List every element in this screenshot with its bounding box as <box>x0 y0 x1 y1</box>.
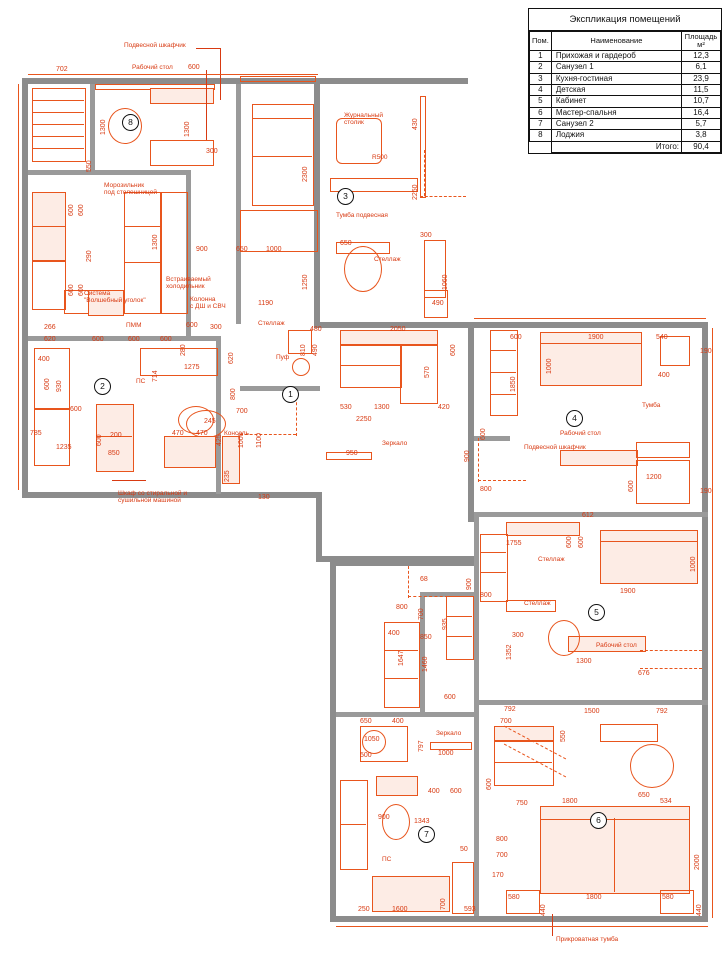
dim-300-off: 300 <box>512 632 524 639</box>
dim-425: 425 <box>216 434 223 446</box>
room-marker-1: 1 <box>282 386 299 403</box>
dim-440b: 440 <box>696 904 703 916</box>
dim-900-ch: 900 <box>464 450 471 462</box>
dim-600-bath: 600 <box>44 378 51 390</box>
legend-header-name: Наименование <box>551 32 681 51</box>
annotation-shelf-hall: Стеллаж <box>258 320 285 327</box>
child-wardrobe-l2 <box>490 372 516 373</box>
dim-900-corr: 900 <box>466 578 473 590</box>
legend-total-row <box>530 141 721 152</box>
dim-1250: 1250 <box>302 274 309 290</box>
accent-right-top <box>474 318 706 319</box>
annotation-shelf-off2: Стеллаж <box>524 600 551 607</box>
kitchen-upper-cab <box>160 192 188 314</box>
partition-hall-bath <box>28 336 220 341</box>
accent-left <box>18 84 19 490</box>
loggia-cabinet <box>150 88 214 104</box>
kitchen-window-right <box>420 96 426 198</box>
dim-700-m: 700 <box>500 718 512 725</box>
column-line2 <box>124 262 160 263</box>
dim-1050: 1050 <box>364 736 380 743</box>
annotation-mirror-1: Зеркало <box>382 440 408 447</box>
corr-closet-l2 <box>384 678 418 679</box>
office-bed-head <box>600 530 698 542</box>
annotation-magic-corner: Система "Волшебный уголок" <box>84 290 146 305</box>
child-upper-cab <box>636 442 690 458</box>
dim-1647: 1647 <box>398 650 405 666</box>
dim-600-loggia: 600 <box>188 64 200 71</box>
corr-ward-l2 <box>446 636 472 637</box>
legend-title: Экспликация помещений <box>529 9 721 31</box>
dim-700-b2: 700 <box>440 898 447 910</box>
door-swing-kitchen-v <box>424 150 425 196</box>
corr-ward-l1 <box>446 616 472 617</box>
dim-850-corr: 850 <box>420 634 432 641</box>
dim-2300: 2300 <box>302 166 309 182</box>
dim-600-off: 600 <box>566 536 573 548</box>
annotation-tv-unit: Тумба подвесная <box>336 212 388 219</box>
annotation-desk-1: Рабочий стол <box>132 64 173 71</box>
dim-1300-k: 1300 <box>152 234 159 250</box>
dim-1275: 1275 <box>184 364 200 371</box>
annotation-washer: Шкаф со стиральной и сушильной машиной <box>118 490 187 505</box>
wall-left-upper <box>22 78 28 498</box>
accent-right <box>712 328 713 918</box>
dim-1100: 1100 <box>256 432 263 448</box>
bath2-cab <box>376 776 418 796</box>
child-wardrobe <box>490 330 518 416</box>
bath2-tub <box>372 876 450 912</box>
dim-600-k2: 600 <box>78 204 85 216</box>
wall-right-upper <box>468 322 708 328</box>
dim-600-k4: 600 <box>78 284 85 296</box>
dim-430: 430 <box>412 118 419 130</box>
dim-600-bath3: 600 <box>96 434 103 446</box>
partition-corridor-top <box>240 386 320 391</box>
dim-1800-m: 1800 <box>562 798 578 805</box>
dim-530: 530 <box>340 404 352 411</box>
dim-900-kitchen: 900 <box>196 246 208 253</box>
sofa-line1 <box>252 118 312 119</box>
toilet-2 <box>382 804 410 840</box>
dim-702: 702 <box>56 66 68 73</box>
cooktop <box>32 226 66 262</box>
dim-800-ch: 800 <box>480 486 492 493</box>
annotation-freezer: Морозильник под столешницей <box>104 182 157 197</box>
room-marker-8: 8 <box>122 114 139 131</box>
dim-400-b2: 400 <box>392 718 404 725</box>
bath2-mirror <box>430 742 472 750</box>
dim-620-v: 620 <box>228 352 235 364</box>
office-shelf-top <box>506 522 580 536</box>
child-shelf <box>636 460 690 504</box>
table-row: 7 Санузел 2 5,7 <box>530 119 721 130</box>
dim-245: 245 <box>204 418 216 425</box>
dim-1235: 1235 <box>56 444 72 451</box>
child-wardrobe-l3 <box>490 394 516 395</box>
dim-290: 290 <box>86 250 93 262</box>
annotation-column: Колонна с ДШ и СВЧ <box>190 296 226 311</box>
partition-kitchen-left <box>236 84 241 324</box>
legend-panel <box>528 8 722 154</box>
dim-620: 620 <box>44 336 56 343</box>
dim-1755: 1755 <box>506 540 522 547</box>
bath1-wall-unit <box>164 436 216 468</box>
dim-650-b2: 650 <box>360 718 372 725</box>
dim-1200: 1200 <box>646 474 662 481</box>
leader-washer <box>112 480 146 481</box>
dim-600-k3: 600 <box>68 284 75 296</box>
puf <box>292 358 310 376</box>
column-line1 <box>124 226 160 227</box>
annotation-ps-1: ПС <box>136 378 146 385</box>
office-ward-l1 <box>480 552 506 553</box>
dim-600-b3: 600 <box>160 336 172 343</box>
partition-bath2-mid <box>336 712 476 717</box>
office-dash-2 <box>640 668 702 669</box>
dim-470b: 470 <box>196 430 208 437</box>
dim-1500: 1500 <box>584 708 600 715</box>
master-closet-l <box>494 762 552 763</box>
dim-650-kitchen: 650 <box>340 240 352 247</box>
dim-190-a: 190 <box>700 348 712 355</box>
annotation-desk-off: Рабочий стол <box>596 642 637 649</box>
child-door-arc-v <box>478 438 479 482</box>
bath1-counter <box>34 408 70 466</box>
dim-600-ch: 600 <box>510 334 522 341</box>
annotation-mirror-2: Зеркало <box>436 730 462 737</box>
dim-600-b4: 600 <box>186 322 198 329</box>
dim-300-b: 300 <box>210 324 222 331</box>
dim-68: 68 <box>420 576 428 583</box>
dim-2000-m: 2000 <box>694 854 701 870</box>
dim-540: 540 <box>656 334 668 341</box>
dim-1000-off: 1000 <box>690 556 697 572</box>
dim-1300b: 1300 <box>184 121 191 137</box>
dim-400-b: 400 <box>38 356 50 363</box>
dim-470a: 470 <box>172 430 184 437</box>
dim-1000-kitchen: 1000 <box>266 246 282 253</box>
dim-266: 266 <box>44 324 56 331</box>
loggia-shelf-line5 <box>32 148 84 149</box>
dim-600-corr: 600 <box>444 694 456 701</box>
room-marker-2: 2 <box>94 378 111 395</box>
annotation-wall-cabinet-1: Подвесной шкафчик <box>124 42 186 49</box>
annotation-shelf-off1: Стеллаж <box>538 556 565 563</box>
dim-200: 200 <box>110 432 122 439</box>
partition-office-bottom <box>474 700 708 705</box>
dim-1190: 1190 <box>258 300 274 307</box>
wall-kitchen-right <box>314 78 320 328</box>
dim-420: 420 <box>438 404 450 411</box>
table-row: 1 Прихожая и гардероб 12,3 <box>530 50 721 61</box>
dim-570: 570 <box>424 366 431 378</box>
annotation-bedside: Прикроватная тумба <box>556 936 619 943</box>
wardrobe-line <box>340 365 400 366</box>
annotation-fridge: Встраиваемый холодильник <box>166 276 211 291</box>
dim-550-m: 550 <box>560 730 567 742</box>
annotation-coffee-table: Журнальный столик <box>344 112 383 127</box>
dim-600-b2a: 600 <box>450 788 462 795</box>
sofa-line2 <box>252 156 312 157</box>
dim-792a: 792 <box>504 706 516 713</box>
loggia-shelf-line2 <box>32 112 84 113</box>
legend-header-row <box>530 32 721 51</box>
dim-1000-ch: 1000 <box>546 358 553 374</box>
child-desk <box>560 450 638 466</box>
dim-800-m: 800 <box>496 836 508 843</box>
table-row: 8 Лоджия 3,8 <box>530 130 721 141</box>
dim-50: 50 <box>460 846 468 853</box>
kitchen-window-top <box>240 76 316 82</box>
wall-right-outer <box>702 322 708 922</box>
dim-235: 235 <box>224 470 231 482</box>
room-marker-3: 3 <box>337 188 354 205</box>
dim-612: 612 <box>582 512 594 519</box>
dim-400-b3: 400 <box>428 788 440 795</box>
loggia-shelf-line1 <box>32 100 84 101</box>
table-row: 4 Детская 11,5 <box>530 84 721 95</box>
wall-bottom-outer <box>330 916 708 922</box>
wall-connector-bottom <box>316 556 476 562</box>
dim-1460: 1460 <box>422 656 429 672</box>
dim-280: 280 <box>180 344 187 356</box>
annotation-ps-2: ПС <box>382 856 392 863</box>
master-armchair <box>630 744 674 788</box>
leader-bedside <box>552 914 553 936</box>
master-bed-head <box>540 806 690 820</box>
dim-800-b: 800 <box>230 388 237 400</box>
annotation-console: Консоль <box>224 430 249 437</box>
dim-2250: 2250 <box>412 184 419 200</box>
dim-900-b2: 900 <box>378 814 390 821</box>
dim-600-ch2: 600 <box>480 428 487 440</box>
corridor-wardrobe <box>446 596 474 660</box>
dim-1060: 1060 <box>442 274 449 290</box>
dim-480: 480 <box>310 326 322 333</box>
dim-580b: 580 <box>662 894 674 901</box>
table-row: 2 Санузел 1 6,1 <box>530 62 721 73</box>
annotation-cab-child: Подвесной шкафчик <box>524 444 586 451</box>
dim-950: 950 <box>346 450 358 457</box>
hall-wardrobe <box>340 344 402 388</box>
dim-170: 170 <box>492 872 504 879</box>
dim-714: 714 <box>152 370 159 382</box>
annotation-puf: Пуф <box>276 354 290 361</box>
loggia-desk <box>150 140 214 166</box>
dim-550: 550 <box>86 160 93 172</box>
room-marker-6: 6 <box>590 812 607 829</box>
dim-2250-h: 2250 <box>356 416 372 423</box>
dim-593: 593 <box>464 906 476 913</box>
dim-800-corr: 800 <box>396 604 408 611</box>
accent-bottom <box>336 926 708 927</box>
fridge-unit <box>32 192 66 228</box>
table-row: 6 Мастер-спальня 16,4 <box>530 107 721 118</box>
dim-797: 797 <box>418 740 425 752</box>
child-wardrobe-l1 <box>490 350 516 351</box>
dim-600-b2b: 600 <box>486 778 493 790</box>
dim-650-k2: 650 <box>236 246 248 253</box>
dim-440a: 440 <box>540 904 547 916</box>
accent-top-left <box>28 74 318 75</box>
dim-700-b: 700 <box>236 408 248 415</box>
wall-left-lower <box>330 560 336 922</box>
dim-850: 850 <box>108 450 120 457</box>
office-dash-1 <box>640 650 702 651</box>
partition-loggia-v <box>90 84 95 172</box>
dim-534: 534 <box>660 798 672 805</box>
bath2-shower <box>340 780 368 870</box>
dim-750-m: 750 <box>516 800 528 807</box>
dim-190-b: 190 <box>700 488 712 495</box>
dim-580a: 580 <box>508 894 520 901</box>
dim-400-corr: 400 <box>388 630 400 637</box>
wall-corridor-right <box>468 322 474 522</box>
master-cab-right <box>600 724 658 742</box>
room-marker-7: 7 <box>418 826 435 843</box>
corr-door-arc-v <box>408 566 409 598</box>
office-chair <box>548 620 580 656</box>
dim-1850: 1850 <box>510 376 517 392</box>
dim-600-b2: 600 <box>128 336 140 343</box>
dim-1900-off: 1900 <box>620 588 636 595</box>
office-ward-l2 <box>480 572 506 573</box>
dim-250-b2: 250 <box>358 906 370 913</box>
legend-header-num: Пом. <box>530 32 552 51</box>
dim-1600: 1600 <box>392 906 408 913</box>
leader-1 <box>196 48 220 49</box>
dim-810: 810 <box>300 344 307 356</box>
dim-2050: 2050 <box>390 326 406 333</box>
dim-600-k1: 600 <box>68 204 75 216</box>
dim-800-corr2: 800 <box>480 592 492 599</box>
loggia-shelf-line3 <box>32 124 84 125</box>
dim-1800-m2: 1800 <box>586 894 602 901</box>
legend-header-area: Площадь м² <box>682 32 721 51</box>
dim-676: 676 <box>638 670 650 677</box>
dim-700-corr: 700 <box>418 608 425 620</box>
dim-1352: 1352 <box>506 644 513 660</box>
room-marker-5: 5 <box>588 604 605 621</box>
dim-930: 930 <box>56 380 63 392</box>
dim-300-loggia: 300 <box>206 148 218 155</box>
dim-935: 935 <box>442 618 449 630</box>
hall-shelf <box>288 330 312 354</box>
dim-650-m: 650 <box>638 792 650 799</box>
dim-490-h: 490 <box>312 344 319 356</box>
dim-600-bath2: 600 <box>70 406 82 413</box>
legend-total-label: Итого: <box>551 141 681 152</box>
sofa <box>252 104 314 206</box>
leader-3 <box>206 70 207 140</box>
wall-connector-left <box>316 492 322 562</box>
table-row: 3 Кухня-гостиная 23,9 <box>530 73 721 84</box>
annotation-shelf-kitchen: Стеллаж <box>374 256 401 263</box>
corr-door-arc <box>408 596 448 597</box>
dim-700-m2: 700 <box>496 852 508 859</box>
bath2-shower-l <box>340 824 366 825</box>
loggia-shelf-line4 <box>32 136 84 137</box>
dim-1000-b: 1000 <box>238 432 245 448</box>
annotation-r500: R500 <box>372 154 388 161</box>
door-swing-kitchen <box>420 196 466 197</box>
dim-130: 130 <box>258 494 270 501</box>
table-row: 5 Кабинет 10,7 <box>530 96 721 107</box>
dim-1300-h: 1300 <box>374 404 390 411</box>
dim-600-ch3: 600 <box>628 480 635 492</box>
room-marker-4: 4 <box>566 410 583 427</box>
legend-total-value: 90,4 <box>682 141 721 152</box>
dim-400-ch: 400 <box>658 372 670 379</box>
hall-cabinet-right <box>400 344 438 404</box>
annotation-nightstand: Тумба <box>642 402 661 409</box>
dim-785: 785 <box>30 430 42 437</box>
dim-1000-b2: 1000 <box>438 750 454 757</box>
child-door-arc <box>478 480 526 481</box>
annotation-pmm: ПММ <box>126 322 142 329</box>
partition-bath2-right <box>474 705 479 916</box>
legend-table <box>529 31 721 153</box>
dim-1343: 1343 <box>414 818 430 825</box>
dim-600-off2: 600 <box>578 536 585 548</box>
dim-600-b1: 600 <box>92 336 104 343</box>
partition-loggia <box>28 170 188 175</box>
dim-792b: 792 <box>656 708 668 715</box>
dim-500-b2: 500 <box>360 752 372 759</box>
counter-left <box>32 260 66 310</box>
dim-300-kitchen: 300 <box>420 232 432 239</box>
dim-1900-ch: 1900 <box>588 334 604 341</box>
partition-office-left <box>474 517 479 700</box>
master-bed-l <box>614 818 615 892</box>
annotation-desk-child: Рабочий стол <box>560 430 601 437</box>
dim-1300-off: 1300 <box>576 658 592 665</box>
dim-1300a: 1300 <box>100 119 107 135</box>
dim-490-kitchen: 490 <box>432 300 444 307</box>
dim-600-h: 600 <box>450 344 457 356</box>
